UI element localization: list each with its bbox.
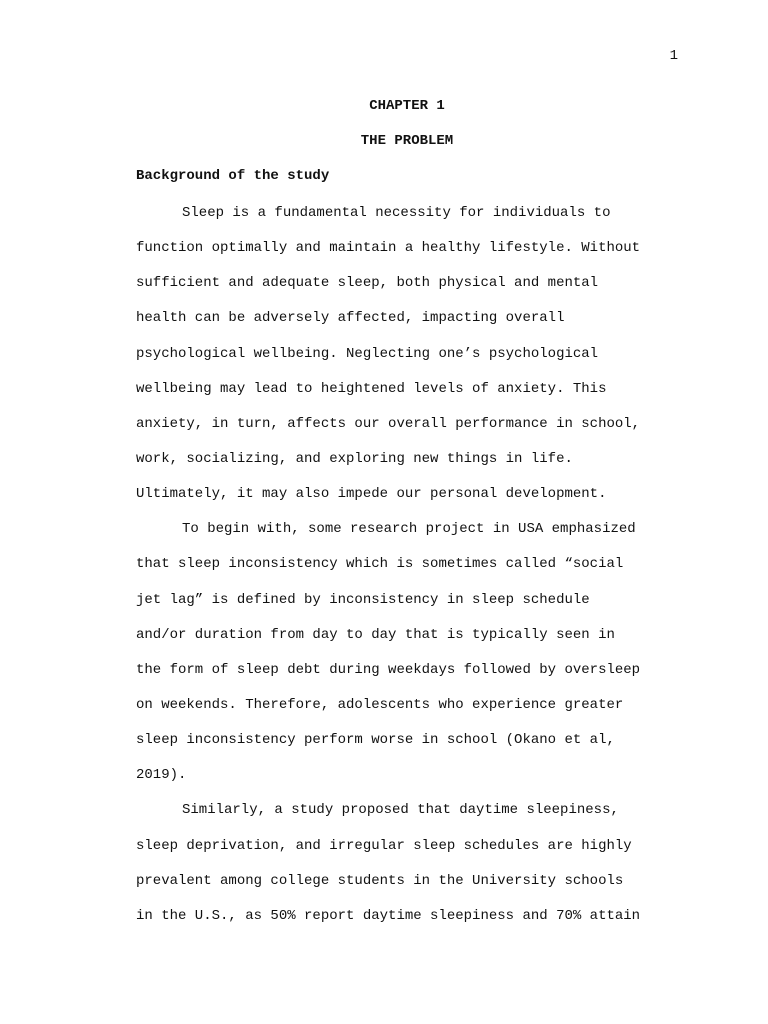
body-line: and/or duration from day to day that is typically seen in bbox=[136, 626, 615, 643]
page-number: 1 bbox=[669, 48, 678, 64]
body-line: that sleep inconsistency which is sometimes called “social bbox=[136, 556, 624, 573]
body-line: function optimally and maintain a healthy lifestyle. Without bbox=[136, 240, 641, 257]
body-line: the form of sleep debt during weekdays followed by oversleep bbox=[136, 661, 641, 678]
body-line: sufficient and adequate sleep, both physical and mental bbox=[136, 275, 599, 292]
body-line: psychological wellbeing. Neglecting one’s psychological bbox=[136, 345, 599, 362]
body-line: Similarly, a study proposed that daytime sleepiness, bbox=[182, 802, 619, 819]
body-line: sleep inconsistency perform worse in school (Okano et al, bbox=[136, 732, 615, 749]
chapter-heading: CHAPTER 1 bbox=[369, 98, 445, 114]
body-line: To begin with, some research project in USA emphasized bbox=[182, 521, 636, 538]
body-line: in the U.S., as 50% report daytime sleepiness and 70% attain bbox=[136, 907, 641, 924]
body-line: work, socializing, and exploring new things in life. bbox=[136, 450, 573, 467]
chapter-title: THE PROBLEM bbox=[360, 133, 454, 149]
section-heading: Background of the study bbox=[136, 168, 330, 184]
body-line: Ultimately, it may also impede our personal development. bbox=[136, 486, 607, 503]
body-line: on weekends. Therefore, adolescents who experience greater bbox=[136, 696, 624, 713]
body-line: 2019). bbox=[136, 767, 187, 784]
body-line: Sleep is a fundamental necessity for individuals to bbox=[182, 205, 611, 221]
body-line: wellbeing may lead to heightened levels of anxiety. This bbox=[136, 380, 607, 397]
body-line: prevalent among college students in the University schools bbox=[136, 872, 624, 889]
body-line: anxiety, in turn, affects our overall performance in school, bbox=[136, 415, 641, 432]
body-line: sleep deprivation, and irregular sleep schedules are highly bbox=[136, 837, 632, 854]
body-line: health can be adversely affected, impacting overall bbox=[136, 310, 565, 327]
body-line: jet lag” is defined by inconsistency in sleep schedule bbox=[136, 591, 590, 608]
body-text bbox=[136, 203, 696, 941]
